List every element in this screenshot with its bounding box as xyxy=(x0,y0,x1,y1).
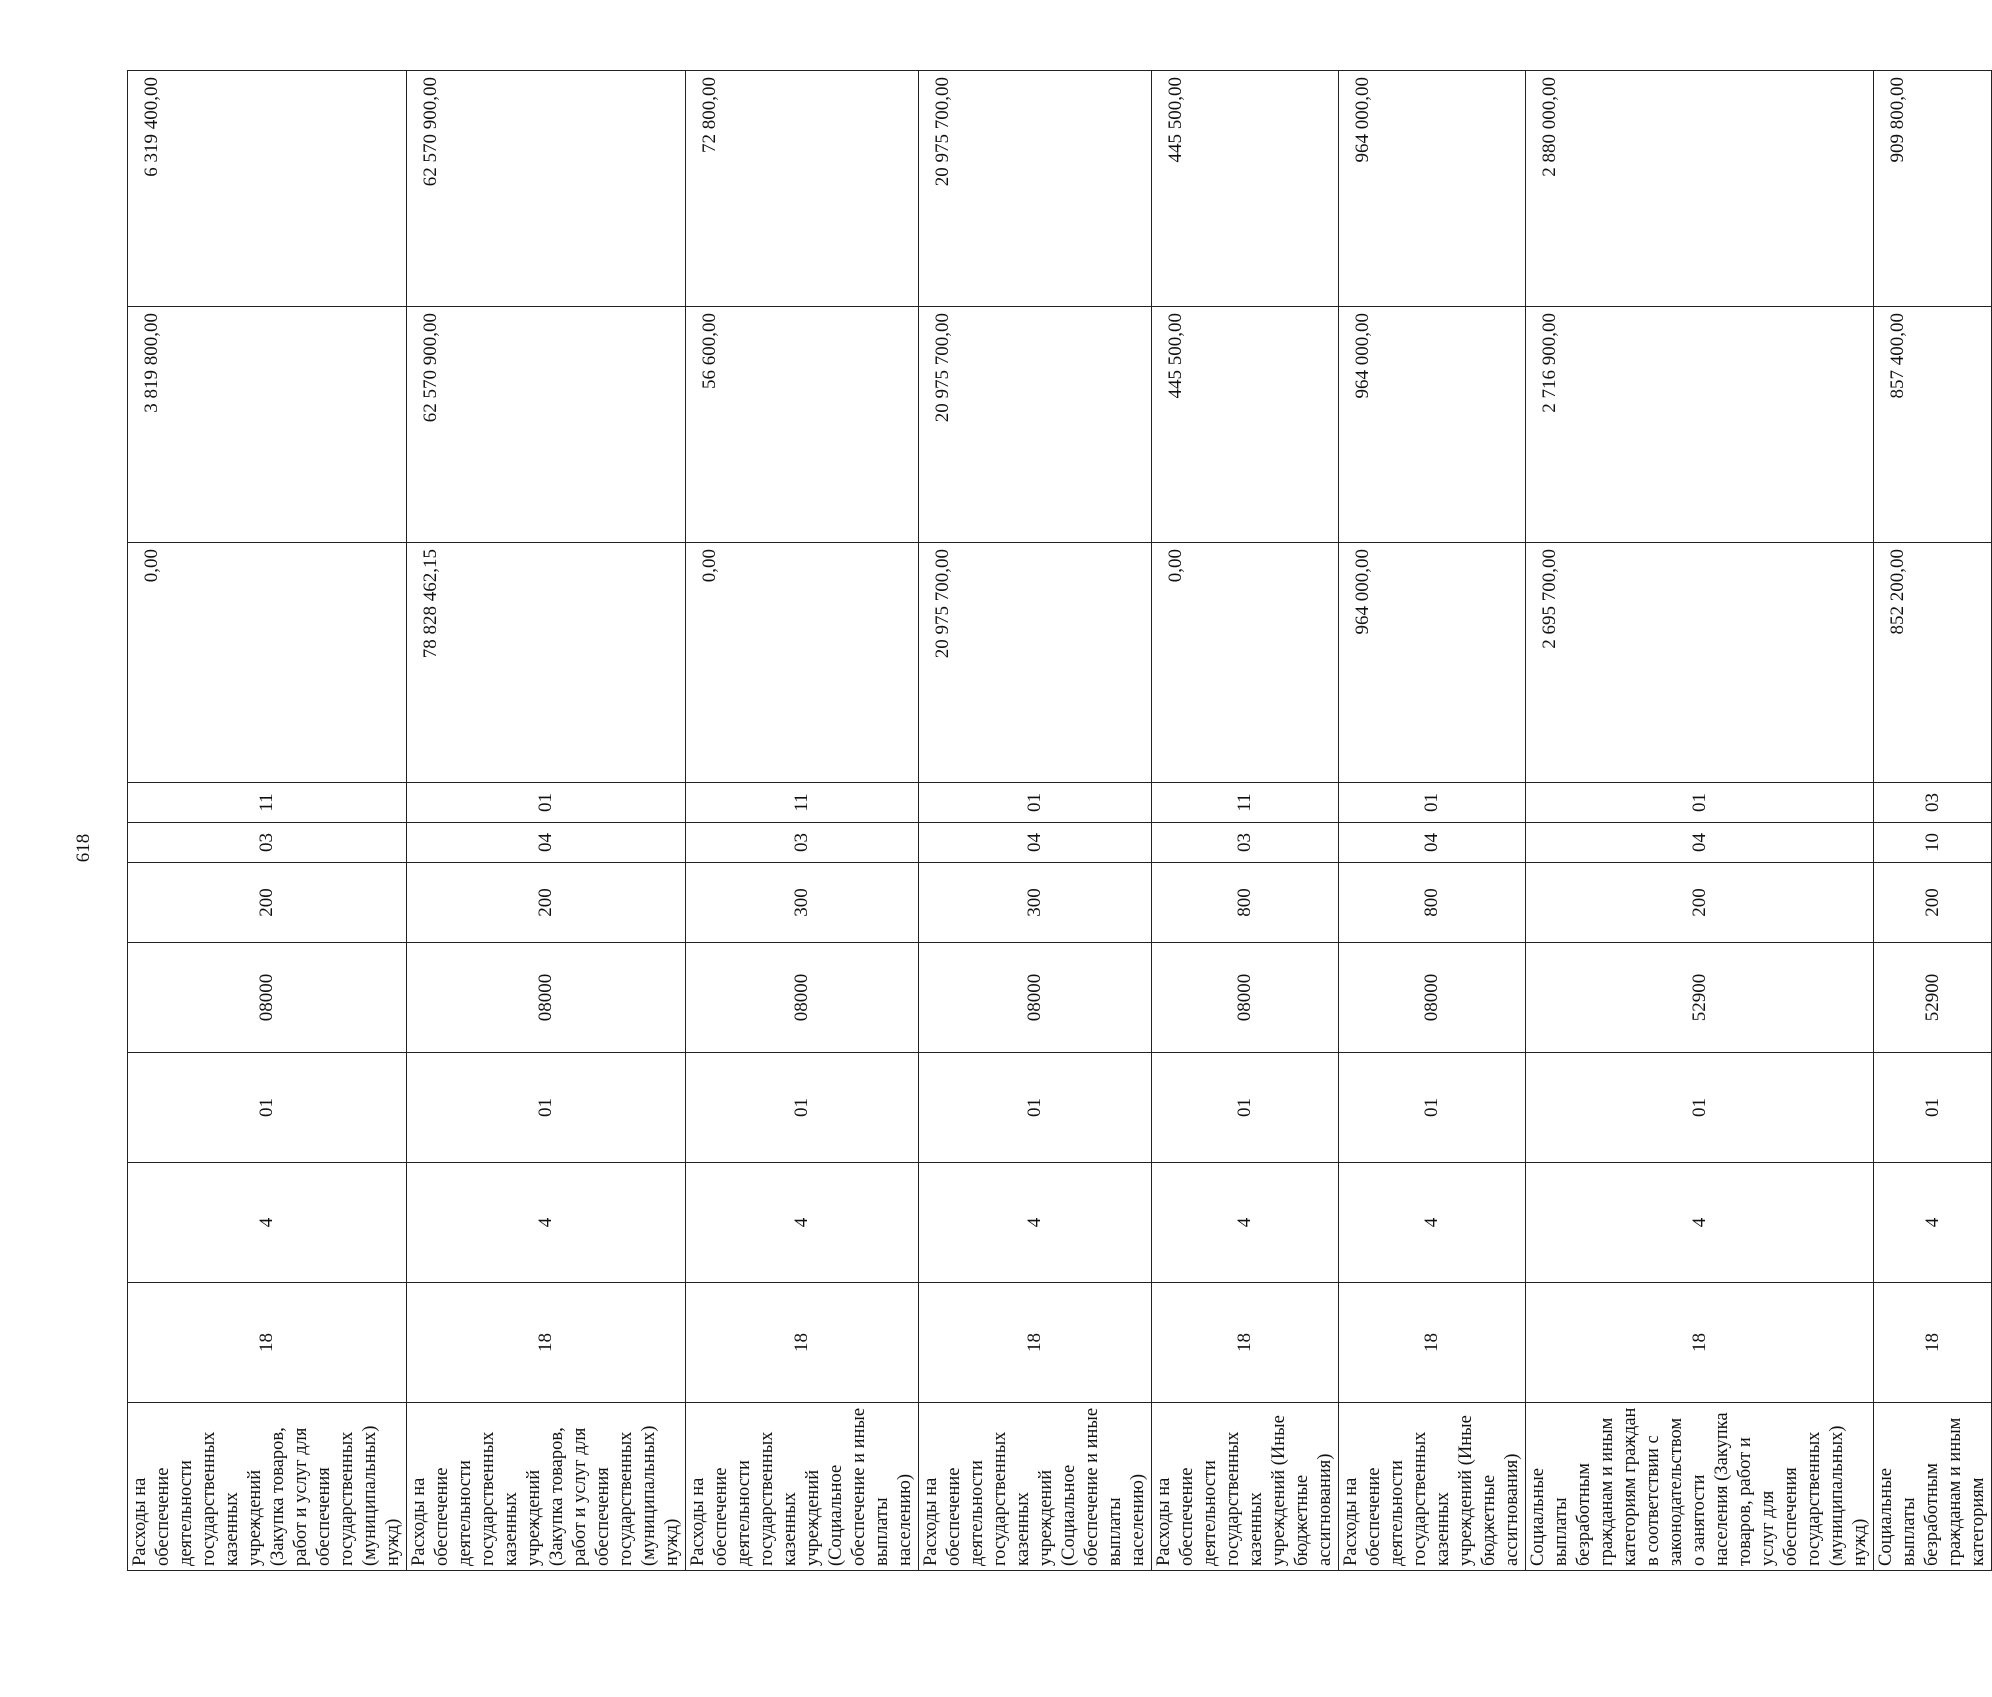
code-cell: 200 xyxy=(1526,863,1874,943)
code-cell: 4 xyxy=(1339,1163,1526,1283)
code-cell: 04 xyxy=(1339,823,1526,863)
row-description: Расходы на обеспечение деятельности государственных казенных учреждений (Социальное обеспечение и иные выплаты населению) xyxy=(686,1403,919,1571)
code-cell: 52900 xyxy=(1874,943,1992,1053)
row-description: Расходы на обеспечение деятельности государственных казенных учреждений (Иные бюджетные ассигнования) xyxy=(1152,1403,1339,1571)
code-cell: 4 xyxy=(1526,1163,1874,1283)
amount-cell: 72 800,00 xyxy=(686,71,919,307)
code-cell: 800 xyxy=(1339,863,1526,943)
code-cell: 4 xyxy=(1874,1163,1992,1283)
amount-cell: 964 000,00 xyxy=(1339,307,1526,543)
table-row xyxy=(1526,71,1874,1571)
amount-cell: 20 975 700,00 xyxy=(919,307,1152,543)
row-description: Социальные выплаты безработным гражданам и иным категориям граждан в соответствии с законодательством о занятости населения (Закупка товаров, работ и услуг для обеспечения государственных (муниципальных) нужд) xyxy=(1526,1403,1874,1571)
table-row xyxy=(1874,71,1992,1571)
code-cell: 08000 xyxy=(686,943,919,1053)
amount-cell: 0,00 xyxy=(1152,543,1339,783)
amount-cell: 445 500,00 xyxy=(1152,307,1339,543)
amount-cell: 0,00 xyxy=(686,543,919,783)
code-cell: 4 xyxy=(919,1163,1152,1283)
table-row xyxy=(919,71,1152,1571)
row-description: Социальные выплаты безработным гражданам и иным категориям xyxy=(1874,1403,1992,1571)
code-cell: 800 xyxy=(1152,863,1339,943)
code-cell: 01 xyxy=(1152,1053,1339,1163)
table-row xyxy=(128,71,407,1571)
amount-cell: 0,00 xyxy=(128,543,407,783)
code-cell: 11 xyxy=(1152,783,1339,823)
amount-cell: 909 800,00 xyxy=(1874,71,1992,307)
code-cell: 300 xyxy=(919,863,1152,943)
code-cell: 11 xyxy=(686,783,919,823)
amount-cell: 56 600,00 xyxy=(686,307,919,543)
code-cell: 18 xyxy=(1874,1283,1992,1403)
code-cell: 01 xyxy=(407,783,686,823)
code-cell: 10 xyxy=(1874,823,1992,863)
amount-cell: 852 200,00 xyxy=(1874,543,1992,783)
code-cell: 01 xyxy=(1339,783,1526,823)
amount-cell: 445 500,00 xyxy=(1152,71,1339,307)
code-cell: 01 xyxy=(1339,1053,1526,1163)
code-cell: 4 xyxy=(686,1163,919,1283)
code-cell: 04 xyxy=(919,823,1152,863)
amount-cell: 20 975 700,00 xyxy=(919,543,1152,783)
code-cell: 04 xyxy=(1526,823,1874,863)
code-cell: 4 xyxy=(1152,1163,1339,1283)
amount-cell: 964 000,00 xyxy=(1339,71,1526,307)
code-cell: 200 xyxy=(128,863,407,943)
code-cell: 01 xyxy=(1874,1053,1992,1163)
code-cell: 18 xyxy=(919,1283,1152,1403)
code-cell: 04 xyxy=(407,823,686,863)
budget-table xyxy=(127,70,1992,1571)
code-cell: 03 xyxy=(128,823,407,863)
code-cell: 4 xyxy=(128,1163,407,1283)
code-cell: 4 xyxy=(407,1163,686,1283)
row-description: Расходы на обеспечение деятельности государственных казенных учреждений (Социальное обеспечение и иные выплаты населению) xyxy=(919,1403,1152,1571)
row-description: Расходы на обеспечение деятельности государственных казенных учреждений (Закупка товаров, работ и услуг для обеспечения государственных (муниципальных) нужд) xyxy=(128,1403,407,1571)
code-cell: 18 xyxy=(1526,1283,1874,1403)
amount-cell: 62 570 900,00 xyxy=(407,71,686,307)
amount-cell: 857 400,00 xyxy=(1874,307,1992,543)
code-cell: 18 xyxy=(1152,1283,1339,1403)
code-cell: 52900 xyxy=(1526,943,1874,1053)
code-cell: 11 xyxy=(128,783,407,823)
code-cell: 01 xyxy=(407,1053,686,1163)
code-cell: 03 xyxy=(686,823,919,863)
code-cell: 200 xyxy=(407,863,686,943)
row-description: Расходы на обеспечение деятельности государственных казенных учреждений (Иные бюджетные ассигнования) xyxy=(1339,1403,1526,1571)
code-cell: 18 xyxy=(1339,1283,1526,1403)
code-cell: 01 xyxy=(128,1053,407,1163)
page-number: 618 xyxy=(73,833,94,863)
code-cell: 01 xyxy=(919,1053,1152,1163)
code-cell: 01 xyxy=(919,783,1152,823)
amount-cell: 6 319 400,00 xyxy=(128,71,407,307)
code-cell: 18 xyxy=(128,1283,407,1403)
code-cell: 08000 xyxy=(407,943,686,1053)
table-row xyxy=(407,71,686,1571)
code-cell: 01 xyxy=(1526,783,1874,823)
code-cell: 08000 xyxy=(128,943,407,1053)
code-cell: 200 xyxy=(1874,863,1992,943)
code-cell: 300 xyxy=(686,863,919,943)
code-cell: 03 xyxy=(1152,823,1339,863)
table-row xyxy=(1339,71,1526,1571)
budget-table-container xyxy=(127,71,1988,1571)
amount-cell: 62 570 900,00 xyxy=(407,307,686,543)
amount-cell: 2 880 000,00 xyxy=(1526,71,1874,307)
code-cell: 03 xyxy=(1874,783,1992,823)
code-cell: 18 xyxy=(686,1283,919,1403)
code-cell: 08000 xyxy=(1339,943,1526,1053)
code-cell: 18 xyxy=(407,1283,686,1403)
code-cell: 08000 xyxy=(1152,943,1339,1053)
amount-cell: 20 975 700,00 xyxy=(919,71,1152,307)
amount-cell: 2 695 700,00 xyxy=(1526,543,1874,783)
amount-cell: 964 000,00 xyxy=(1339,543,1526,783)
amount-cell: 2 716 900,00 xyxy=(1526,307,1874,543)
amount-cell: 78 828 462,15 xyxy=(407,543,686,783)
code-cell: 08000 xyxy=(919,943,1152,1053)
table-row xyxy=(1152,71,1339,1571)
amount-cell: 3 819 800,00 xyxy=(128,307,407,543)
table-row xyxy=(686,71,919,1571)
row-description: Расходы на обеспечение деятельности государственных казенных учреждений (Закупка товаров, работ и услуг для обеспечения государственных (муниципальных) нужд) xyxy=(407,1403,686,1571)
code-cell: 01 xyxy=(1526,1053,1874,1163)
code-cell: 01 xyxy=(686,1053,919,1163)
